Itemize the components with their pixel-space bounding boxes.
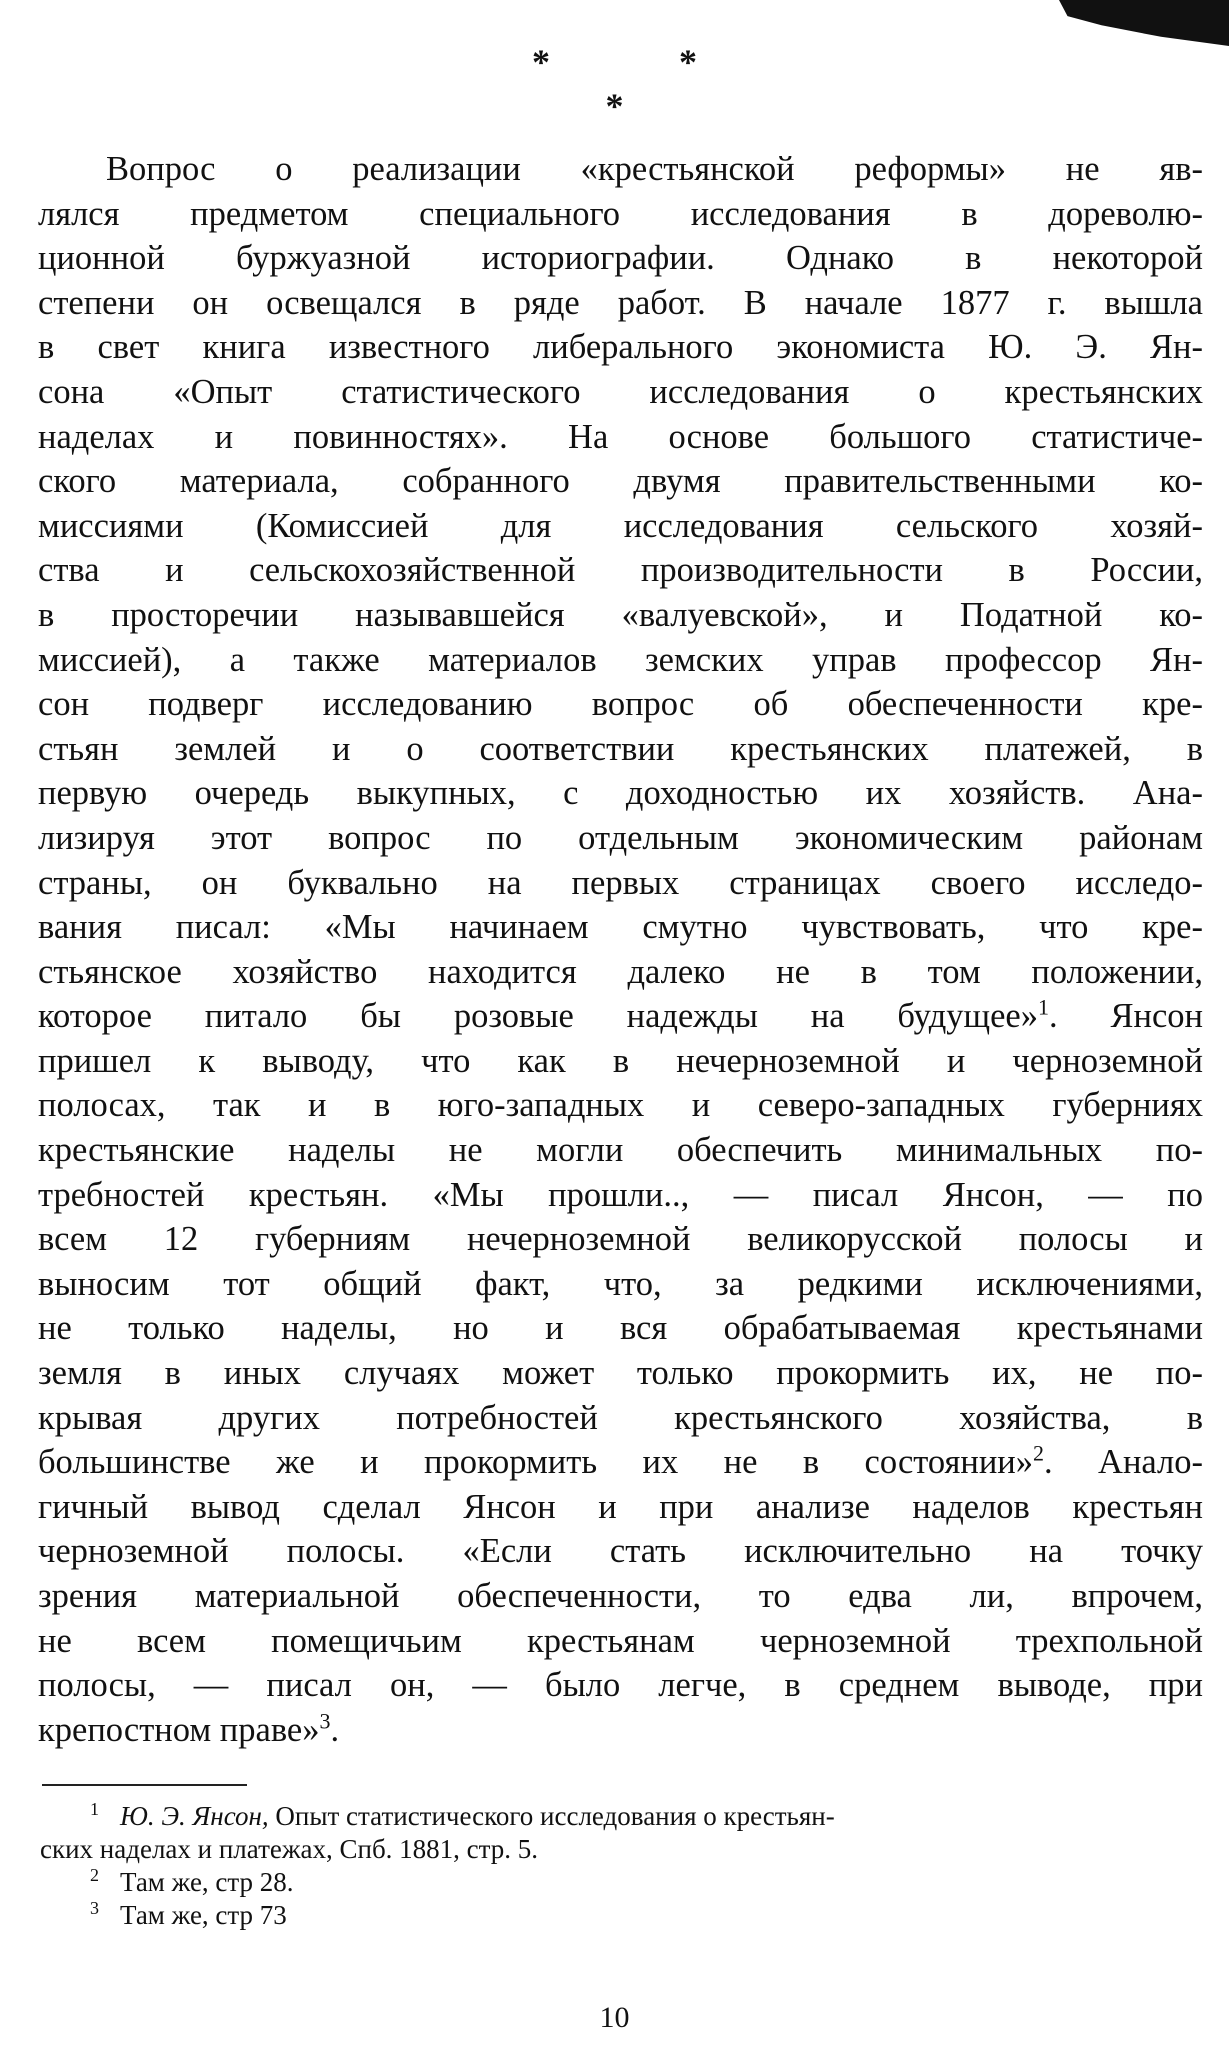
text-line: крестьянские наделы не могли обеспечить минимальных по- bbox=[38, 1131, 1203, 1170]
text-line: лизируя этот вопрос по отдельным экономическим районам bbox=[38, 818, 1203, 857]
footnote-text: Опыт статистического исследования о крестьян- bbox=[268, 1801, 835, 1831]
text-line: первую очередь выкупных, с доходностью их хозяйств. Ана- bbox=[38, 774, 1203, 813]
text-line: ства и сельскохозяйственной производительности в России, bbox=[38, 551, 1203, 590]
text-line bbox=[38, 1440, 1203, 1485]
text-line: требностей крестьян. «Мы прошли.., — писал Янсон, — по bbox=[38, 1175, 1203, 1214]
text-line: вания писал: «Мы начинаем смутно чувствовать, что кре- bbox=[38, 908, 1203, 947]
text-segment: . Анало- bbox=[1044, 1443, 1203, 1482]
text-line: гичный вывод сделал Янсон и при анализе наделов крестьян bbox=[38, 1487, 1203, 1526]
text-line: ционной буржуазной историографии. Однако в некоторой bbox=[38, 239, 1203, 278]
text-line: всем 12 губерниям нечерноземной великорусской полосы и bbox=[38, 1220, 1203, 1259]
text-line: в просторечии называвшейся «валуевской», и Податной ко- bbox=[38, 595, 1203, 634]
text-segment: . Янсон bbox=[1049, 997, 1204, 1036]
text-line: выносим тот общий факт, что, за редкими исключениями, bbox=[38, 1264, 1203, 1303]
text-line: полосы, — писал он, — было легче, в среднем выводе, при bbox=[38, 1666, 1203, 1705]
text-line: пришел к выводу, что как в нечерноземной и черноземной bbox=[38, 1041, 1203, 1080]
section-ornament-bottom: * bbox=[605, 86, 624, 126]
text-line: стьян землей и о соответствии крестьянских платежей, в bbox=[38, 729, 1203, 768]
text-segment: . bbox=[330, 1710, 340, 1749]
footnote-ref-2: 2 bbox=[1033, 1440, 1044, 1466]
footnote-divider bbox=[42, 1784, 247, 1786]
text-line: полосах, так и в юго-западных и северо-западных губерниях bbox=[38, 1086, 1203, 1125]
footnote-3: 3 Там же, стр 73 bbox=[90, 1898, 287, 1930]
text-segment: крепостном праве» bbox=[38, 1710, 320, 1749]
text-line: ского материала, собранного двумя правительственными ко- bbox=[38, 462, 1203, 501]
text-segment: которое питало бы розовые надежды на будущее» bbox=[38, 997, 1038, 1036]
text-line: страны, он буквально на первых страницах своего исследо- bbox=[38, 863, 1203, 902]
text-line bbox=[38, 1708, 1203, 1753]
text-line: зрения материальной обеспеченности, то едва ли, впрочем, bbox=[38, 1577, 1203, 1615]
footnote-1: 1 Ю. Э. Янсон, Опыт статистического исследования о крестьян- bbox=[90, 1799, 835, 1831]
text-line: наделах и повинностях». На основе большого статистиче- bbox=[38, 417, 1203, 456]
text-line: сон подверг исследованию вопрос об обеспеченности кре- bbox=[38, 685, 1203, 724]
footnote-1-continuation: ских наделах и платежах, Спб. 1881, стр. 5. bbox=[40, 1834, 539, 1864]
footnote-ref-1: 1 bbox=[1038, 994, 1049, 1020]
text-line: крывая других потребностей крестьянского хозяйства, в bbox=[38, 1398, 1203, 1437]
text-line: сона «Опыт статистического исследования о крестьянских bbox=[38, 372, 1203, 411]
text-line: Вопрос о реализации «крестьянской реформы» не яв- bbox=[106, 150, 1203, 188]
text-line: в свет книга известного либерального экономиста Ю. Э. Ян- bbox=[38, 328, 1203, 367]
text-line bbox=[38, 994, 1203, 1039]
text-line: степени он освещался в ряде работ. В начале 1877 г. вышла bbox=[38, 283, 1203, 322]
text-segment: большинстве же и прокормить их не в состоянии» bbox=[38, 1443, 1033, 1482]
text-line: стьянское хозяйство находится далеко не в том положении, bbox=[38, 952, 1203, 991]
text-line: миссией), а также материалов земских управ профессор Ян- bbox=[38, 640, 1203, 679]
footnote-2: 2 Там же, стр 28. bbox=[90, 1865, 294, 1897]
section-ornament-top: * * bbox=[532, 42, 757, 82]
text-line: не всем помещичьим крестьянам черноземной трехпольной bbox=[38, 1621, 1203, 1660]
text-line: черноземной полосы. «Если стать исключительно на точку bbox=[38, 1532, 1203, 1571]
footnotes bbox=[40, 1800, 1205, 1932]
text-line: лялся предметом специального исследования в дореволю- bbox=[38, 194, 1203, 233]
page-number: 10 bbox=[599, 2001, 630, 2034]
footnote-text: Там же, стр 73 bbox=[120, 1900, 287, 1930]
footnote-ref-3: 3 bbox=[319, 1708, 331, 1734]
text-line: земля в иных случаях может только прокормить их, не по- bbox=[38, 1354, 1203, 1393]
text-line: не только наделы, но и вся обрабатываемая крестьянами bbox=[38, 1309, 1203, 1348]
scan-corner-mark bbox=[1059, 0, 1229, 46]
main-paragraph bbox=[38, 147, 1203, 1752]
footnote-author: Ю. Э. Янсон, bbox=[120, 1801, 269, 1831]
text-line: миссиями (Комиссией для исследования сельского хозяй- bbox=[38, 506, 1203, 545]
footnote-text: Там же, стр 28. bbox=[120, 1867, 294, 1897]
